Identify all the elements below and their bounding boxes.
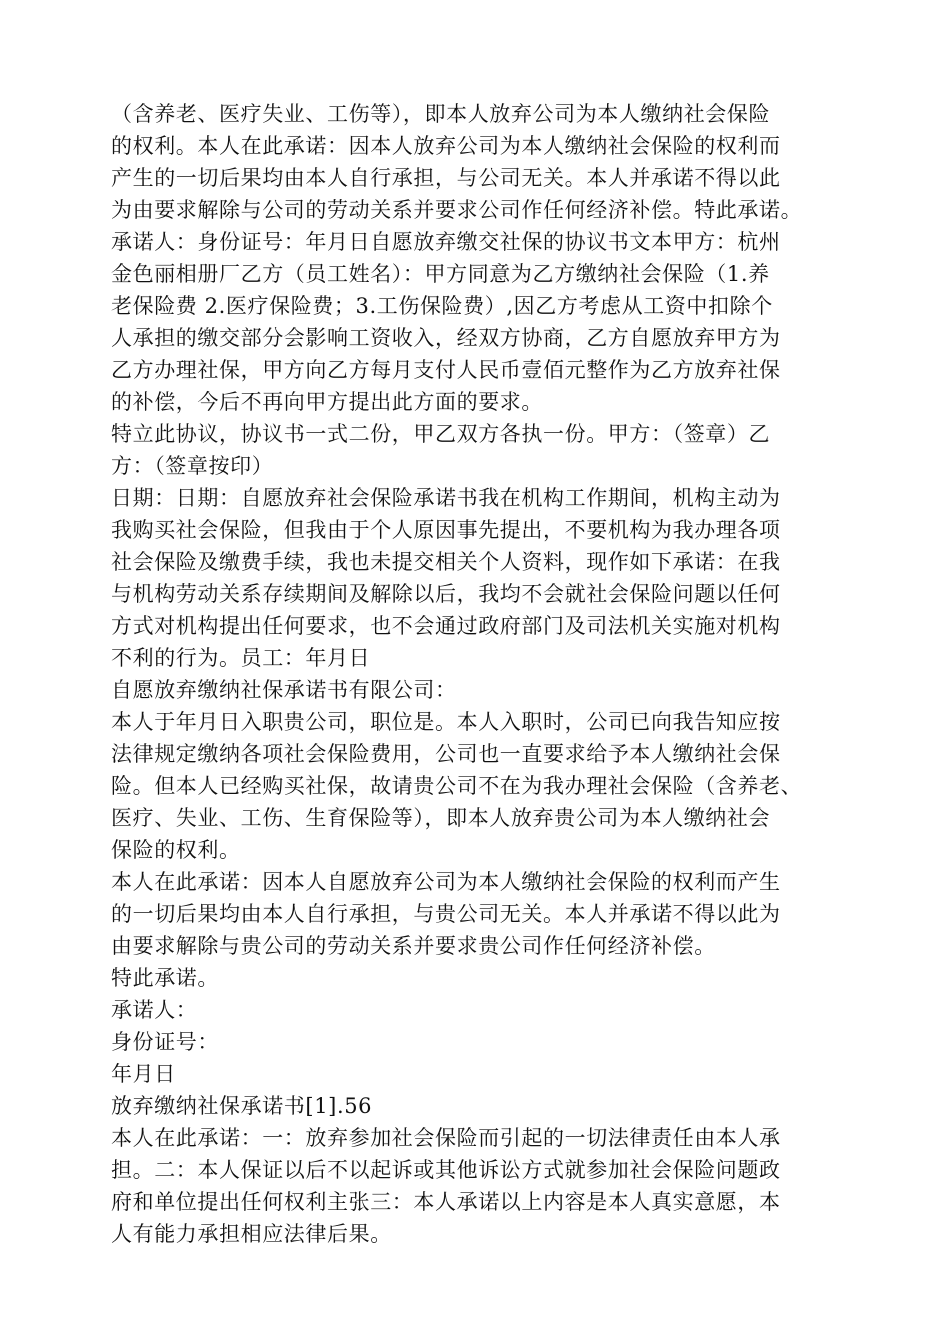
text-line: 老保险费 2.医疗保险费；3.工伤保险费）,因乙方考虑从工资中扣除个 <box>111 294 773 318</box>
text-line: 产生的一切后果均由本人自行承担，与公司无关。本人并承诺不得以此 <box>111 166 781 190</box>
text-line: 的补偿，今后不再向甲方提出此方面的要求。 <box>111 390 543 414</box>
text-line: 人有能力承担相应法律后果。 <box>111 1222 392 1246</box>
text-line: 金色丽相册厂乙方（员工姓名）：甲方同意为乙方缴纳社会保险（1.养 <box>111 262 770 286</box>
text-line: 特此承诺。 <box>111 966 219 990</box>
text-line: 不利的行为。员工：年月日 <box>111 646 371 670</box>
text-line: 保险的权利。 <box>111 838 241 862</box>
text-line: 身份证号： <box>111 1030 219 1054</box>
text-line: 放弃缴纳社保承诺书[1].56 <box>111 1094 373 1118</box>
text-line: 人承担的缴交部分会影响工资收入，经双方协商，乙方自愿放弃甲方为 <box>111 326 781 350</box>
text-line: （含养老、医疗失业、工伤等），即本人放弃公司为本人缴纳社会保险 <box>111 102 771 126</box>
text-line: 方：（签章按印） <box>111 454 274 478</box>
text-line: 乙方办理社保，甲方向乙方每月支付人民币壹佰元整作为乙方放弃社保 <box>111 358 781 382</box>
text-line: 年月日 <box>111 1062 176 1086</box>
text-line: 方式对机构提出任何要求，也不会通过政府部门及司法机关实施对机构 <box>111 614 781 638</box>
text-line: 我购买社会保险，但我由于个人原因事先提出，不要机构为我办理各项 <box>111 518 781 542</box>
text-line: 社会保险及缴费手续，我也未提交相关个人资料，现作如下承诺：在我 <box>111 550 781 574</box>
text-line: 特立此协议，协议书一式二份，甲乙双方各执一份。甲方：（签章）乙 <box>111 422 771 446</box>
text-line: 的一切后果均由本人自行承担，与贵公司无关。本人并承诺不得以此为 <box>111 902 781 926</box>
text-line: 本人在此承诺：因本人自愿放弃公司为本人缴纳社会保险的权利而产生 <box>111 870 781 894</box>
text-line: 法律规定缴纳各项社会保险费用，公司也一直要求给予本人缴纳社会保 <box>111 742 781 766</box>
text-line: 的权利。本人在此承诺：因本人放弃公司为本人缴纳社会保险的权利而 <box>111 134 781 158</box>
text-line: 担。二：本人保证以后不以起诉或其他诉讼方式就参加社会保险问题政 <box>111 1158 781 1182</box>
text-line: 府和单位提出任何权利主张三：本人承诺以上内容是本人真实意愿，本 <box>111 1190 781 1214</box>
text-line: 日期：日期：自愿放弃社会保险承诺书我在机构工作期间，机构主动为 <box>111 486 781 510</box>
text-line: 由要求解除与贵公司的劳动关系并要求贵公司作任何经济补偿。 <box>111 934 716 958</box>
text-line: 自愿放弃缴纳社保承诺书有限公司： <box>111 678 457 702</box>
text-line: 承诺人：身份证号：年月日自愿放弃缴交社保的协议书文本甲方：杭州 <box>111 230 781 254</box>
text-line: 险。但本人已经购买社保，故请贵公司不在为我办理社会保险（含养老、 <box>111 774 803 798</box>
text-line: 本人于年月日入职贵公司，职位是。本人入职时，公司已向我告知应按 <box>111 710 781 734</box>
text-line: 医疗、失业、工伤、生育保险等），即本人放弃贵公司为本人缴纳社会 <box>111 806 771 830</box>
text-line: 本人在此承诺：一：放弃参加社会保险而引起的一切法律责任由本人承 <box>111 1126 781 1150</box>
text-line: 承诺人： <box>111 998 198 1022</box>
document-body <box>111 98 846 1250</box>
text-line: 为由要求解除与公司的劳动关系并要求公司作任何经济补偿。特此承诺。 <box>111 198 803 222</box>
text-line: 与机构劳动关系存续期间及解除以后，我均不会就社会保险问题以任何 <box>111 582 781 606</box>
